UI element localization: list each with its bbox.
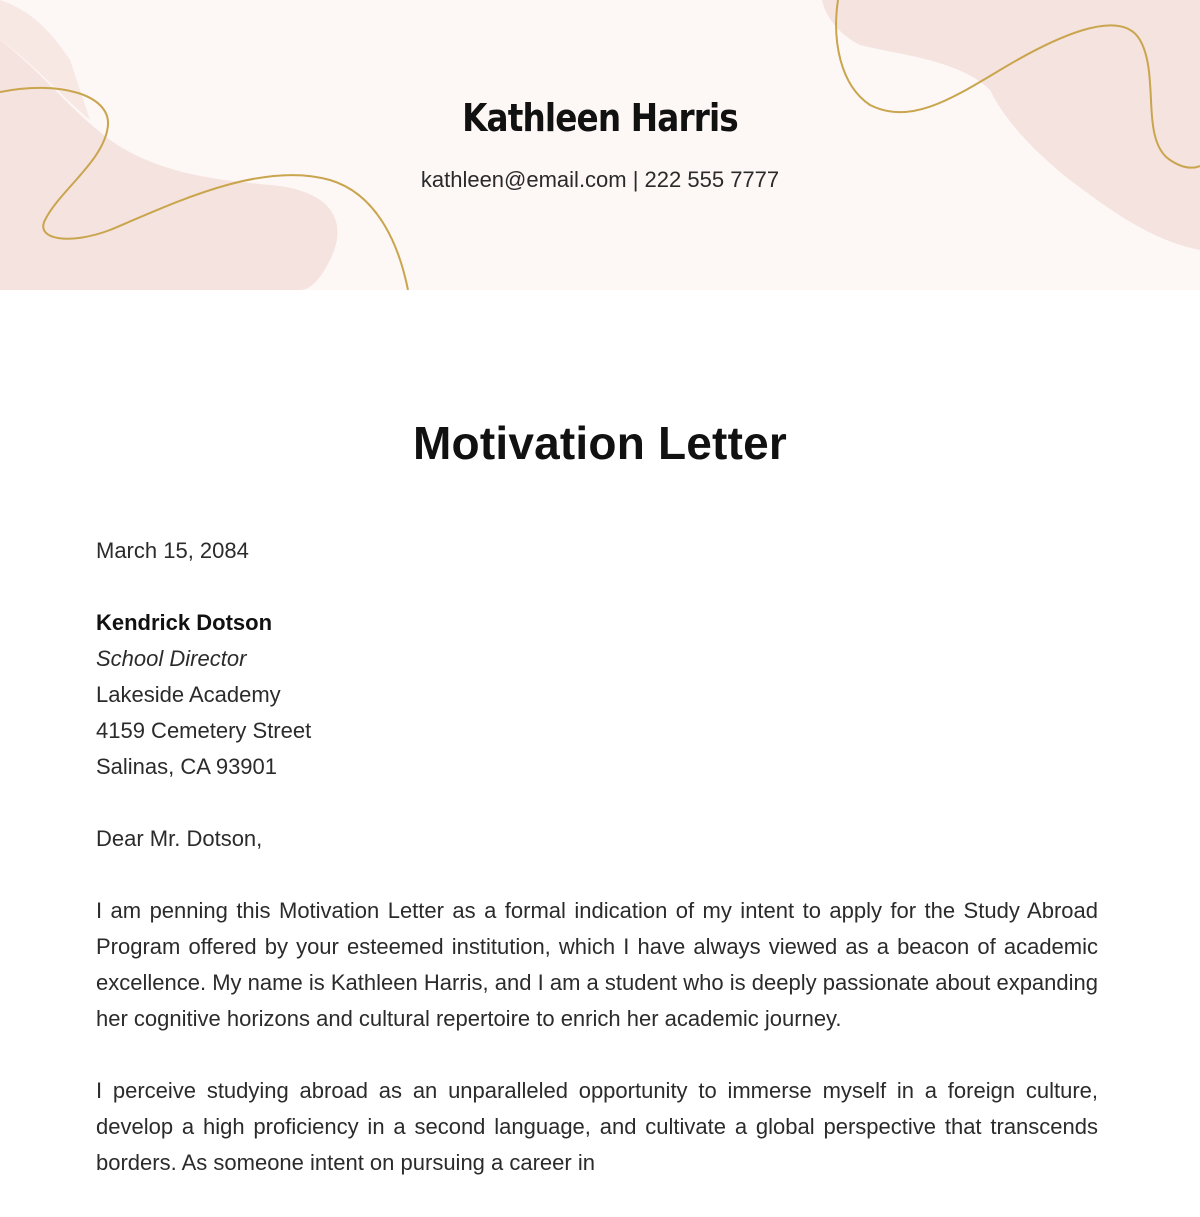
recipient-street: 4159 Cemetery Street [96,718,312,743]
recipient-organization: Lakeside Academy [96,682,281,707]
letter-date: March 15, 2084 [96,538,249,563]
recipient-city: Salinas, CA 93901 [96,754,278,779]
recipient-name: Kendrick Dotson [96,610,273,635]
sender-contact-info: kathleen@email.com | 222 555 7777 [420,167,780,192]
letter-body [96,533,1098,1217]
document-title: Motivation Letter [413,417,787,469]
sender-name: Kathleen Harris [462,96,738,140]
letterhead [0,0,1200,290]
salutation: Dear Mr. Dotson, [96,826,263,851]
recipient-title: School Director [96,646,247,671]
recipient-block [96,605,1098,785]
decorative-waves-graphic [0,0,1200,290]
body-paragraph: I perceive studying abroad as an unparalleled opportunity to immerse myself in a foreign culture, develop a high proficiency in a second language, and cultivate a global perspective that transcends borders. As someone intent on pursuing a career in [96,1078,1098,1175]
body-paragraph: I am penning this Motivation Letter as a formal indication of my intent to apply for the Study Abroad Program offered by your esteemed institution, which I have always viewed as a beacon of academic excellence. My name is Kathleen Harris, and I am a student who is deeply passionate about expanding her cognitive horizons and cultural repertoire to enrich her academic journey. [96,898,1098,1031]
